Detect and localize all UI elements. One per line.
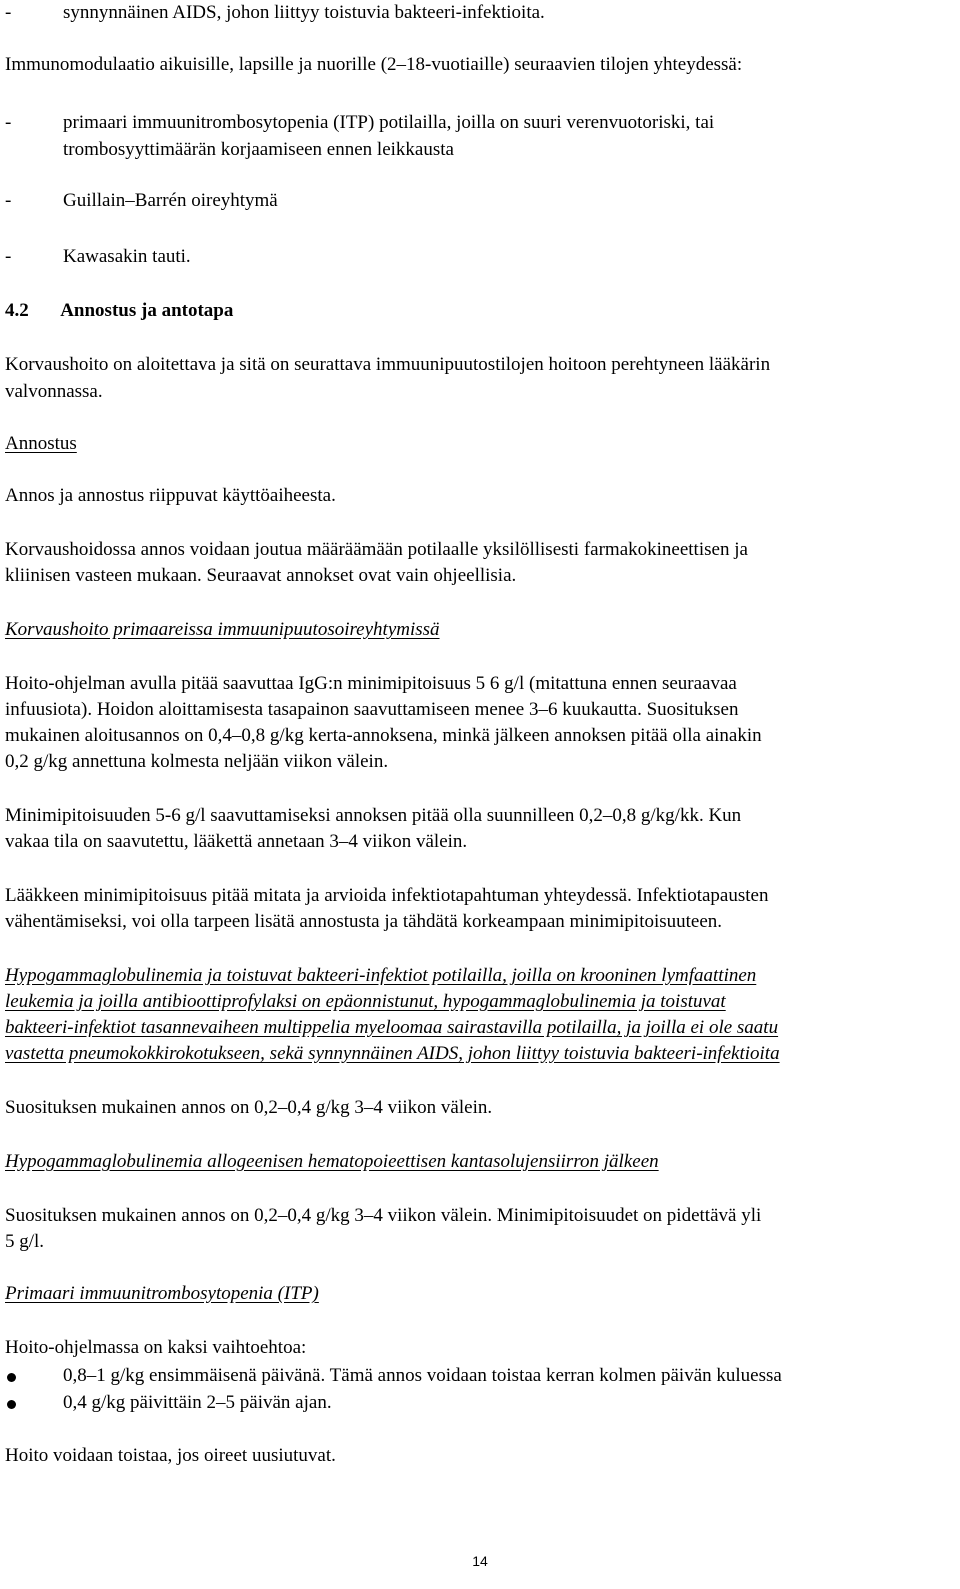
dash-marker: - <box>5 112 12 133</box>
paragraph-line: 5 g/l. <box>5 1231 45 1252</box>
paragraph-line: Korvaushoito on aloitettava ja sitä on seurattava immuunipuutostilojen hoitoon perehtyneen lääkärin <box>5 354 771 375</box>
list-item-text-continued: trombosyyttimäärän korjaamiseen ennen leikkausta <box>63 139 454 160</box>
section-heading <box>5 298 233 324</box>
paragraph-line: 0,2 g/kg annettuna kolmesta neljään viikon välein. <box>5 751 389 772</box>
paragraph-line: valvonnassa. <box>5 381 103 402</box>
paragraph-line: mukainen aloitusannos on 0,4–0,8 g/kg kerta-annoksena, minkä jälkeen annoksen pitää olla ainakin <box>5 725 762 746</box>
list-item-text: primaari immuunitrombosytopenia (ITP) potilailla, joilla on suuri verenvuotoriski, tai <box>63 112 715 133</box>
dash-marker: - <box>5 246 12 267</box>
paragraph-line: vakaa tila on saavutettu, lääkettä annetaan 3–4 viikon välein. <box>5 831 468 852</box>
page-number: 14 <box>472 1553 488 1569</box>
paragraph-line: Suosituksen mukainen annos on 0,2–0,4 g/kg 3–4 viikon välein. <box>5 1097 493 1118</box>
bullet-icon <box>7 1400 16 1409</box>
subheading-allogeeninen: Hypogammaglobulinemia allogeenisen hematopoieettisen kantasolujensiirron jälkeen <box>5 1151 659 1172</box>
paragraph-line: Suosituksen mukainen annos on 0,2–0,4 g/kg 3–4 viikon välein. Minimipitoisuudet on pidettävä yli <box>5 1205 762 1226</box>
paragraph-line: Minimipitoisuuden 5-6 g/l saavuttamiseksi annoksen pitää olla suunnilleen 0,2–0,8 g/kg/kk. Kun <box>5 805 742 826</box>
dash-marker: - <box>5 2 12 23</box>
list-item-text: synnynnäinen AIDS, johon liittyy toistuvia bakteeri-infektioita. <box>63 2 545 23</box>
section-title: Annostus ja antotapa <box>60 300 234 321</box>
paragraph-line: Korvaushoidossa annos voidaan joutua määräämään potilaalle yksilöllisesti farmakokineettisen ja <box>5 539 748 560</box>
subheading-itp: Primaari immuunitrombosytopenia (ITP) <box>5 1283 319 1304</box>
subheading-hypogammaglobulinemia: Hypogammaglobulinemia ja toistuvat bakteeri-infektiot potilailla, joilla on krooninen lymfaattinen <box>5 965 757 986</box>
paragraph-line: Hoito-ohjelman avulla pitää saavuttaa IgG:n minimipitoisuus 5 6 g/l (mitattuna ennen seuraavaa <box>5 673 737 694</box>
paragraph-line: Hoito voidaan toistaa, jos oireet uusiutuvat. <box>5 1445 336 1466</box>
annostus-heading: Annostus <box>5 433 77 454</box>
subheading-hypogammaglobulinemia: leukemia ja joilla antibioottiprofylaksi on epäonnistunut, hypogammaglobulinemia ja toistuvat <box>5 991 726 1012</box>
bullet-text: 0,4 g/kg päivittäin 2–5 päivän ajan. <box>63 1392 332 1413</box>
subheading-hypogammaglobulinemia: bakteeri-infektiot tasannevaiheen multippelia myeloomaa sairastavilla potilailla, ja joilla ei ole saatu <box>5 1017 779 1038</box>
subheading-korvaushoito: Korvaushoito primaareissa immuunipuutosoireyhtymissä <box>5 619 440 640</box>
subheading-hypogammaglobulinemia: vastetta pneumokokkirokotukseen, sekä synnynnäinen AIDS, johon liittyy toistuvia bakteeri-infektioita <box>5 1043 780 1064</box>
bullet-icon <box>7 1373 16 1382</box>
paragraph-line: Lääkkeen minimipitoisuus pitää mitata ja arvioida infektiotapahtuman yhteydessä. Infektiotapausten <box>5 885 769 906</box>
list-item-text: Kawasakin tauti. <box>63 246 191 267</box>
section-number: 4.2 <box>5 300 29 321</box>
immuno-heading: Immunomodulaatio aikuisille, lapsille ja nuorille (2–18-vuotiaille) seuraavien tilojen yhteydessä: <box>5 54 743 75</box>
paragraph-line: Annos ja annostus riippuvat käyttöaiheesta. <box>5 485 336 506</box>
list-item-text: Guillain–Barrén oireyhtymä <box>63 190 278 211</box>
paragraph-line: infuusiota). Hoidon aloittamisesta tasapainon saavuttamiseen menee 3–6 kuukautta. Suosituksen <box>5 699 739 720</box>
paragraph-line: Hoito-ohjelmassa on kaksi vaihtoehtoa: <box>5 1337 307 1358</box>
bullet-text: 0,8–1 g/kg ensimmäisenä päivänä. Tämä annos voidaan toistaa kerran kolmen päivän kuluessa <box>63 1365 782 1386</box>
paragraph-line: vähentämiseksi, voi olla tarpeen lisätä annostusta ja tähdätä korkeampaan minimipitoisuuteen. <box>5 911 723 932</box>
paragraph-line: kliinisen vasteen mukaan. Seuraavat annokset ovat vain ohjeellisia. <box>5 565 517 586</box>
dash-marker: - <box>5 190 12 211</box>
